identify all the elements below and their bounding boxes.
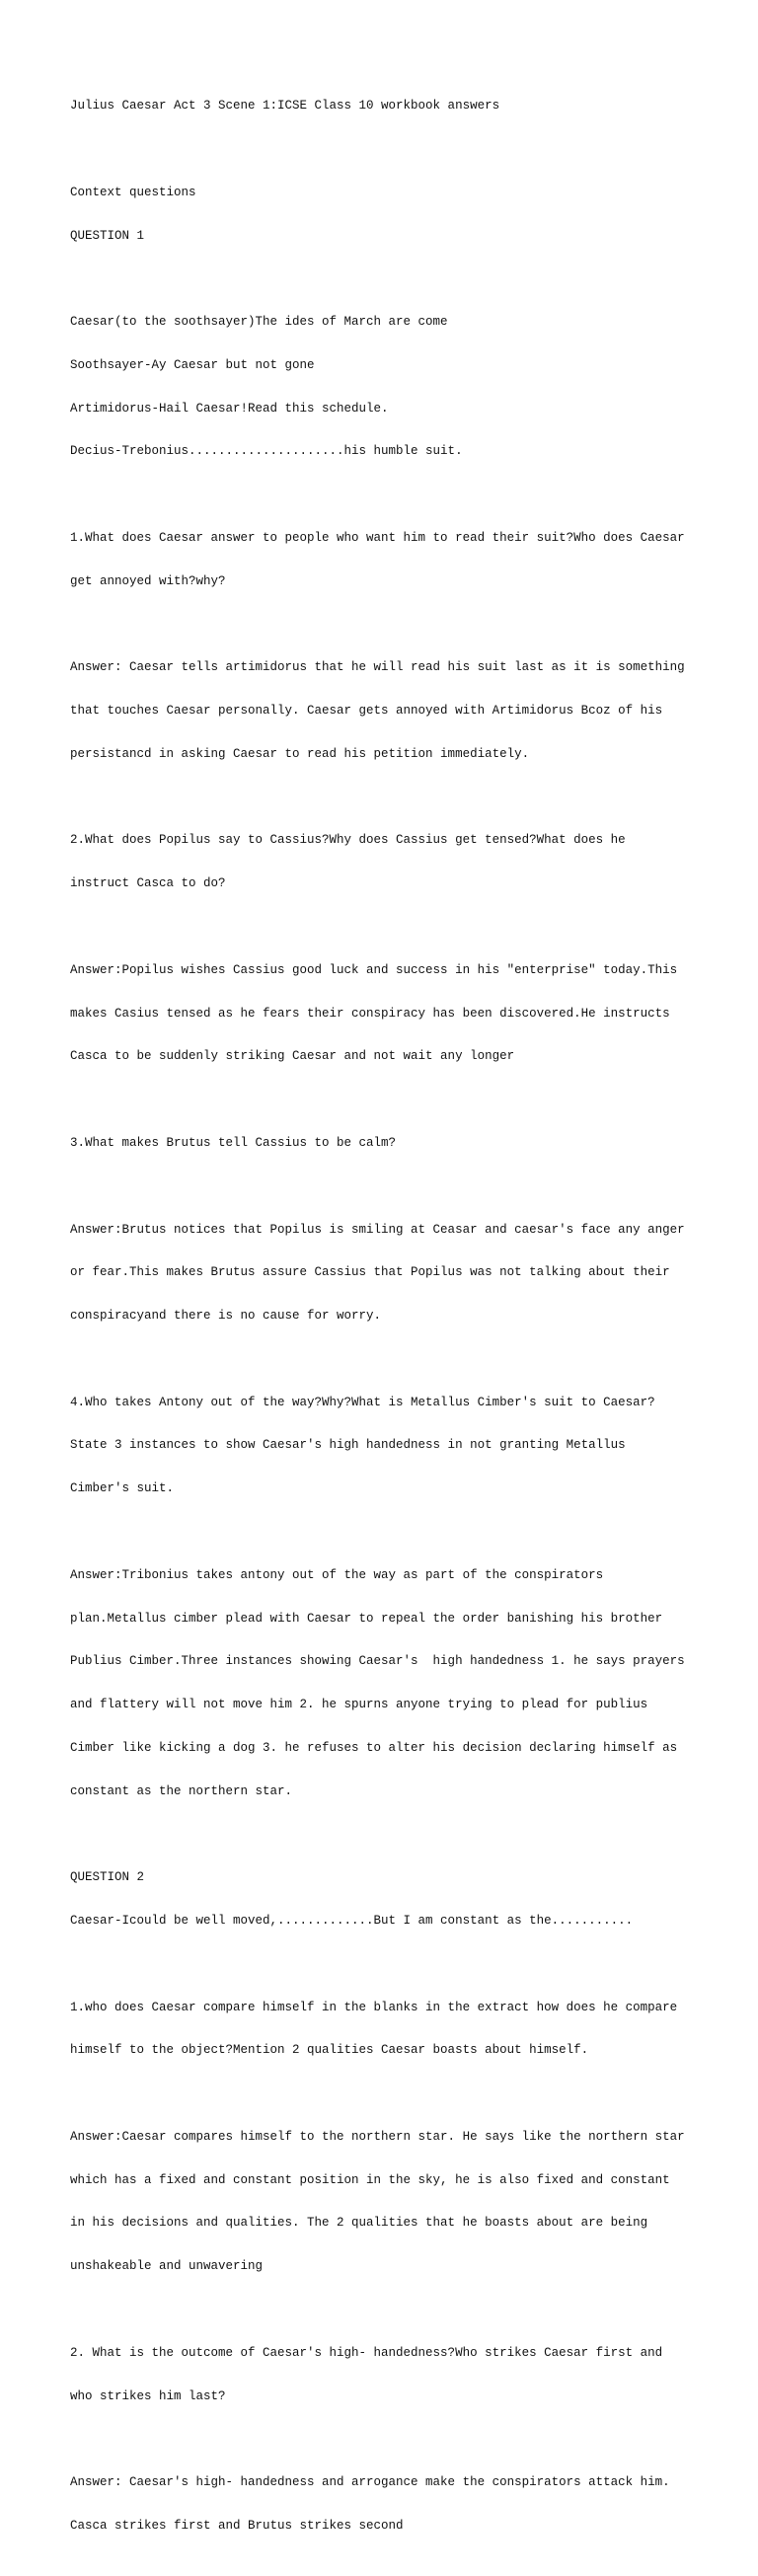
answer-line: Answer:Caesar compares himself to the northern star. He says like the northern star <box>70 2129 685 2144</box>
answer-line: which has a fixed and constant position in the sky, he is also fixed and constant <box>70 2172 670 2187</box>
section1-header <box>70 157 721 272</box>
question-line: 4.Who takes Antony out of the way?Why?What is Metallus Cimber's suit to Caesar? <box>70 1395 655 1409</box>
extract-line: Caesar(to the soothsayer)The ides of March are come <box>70 315 448 330</box>
q1-sub4-answer <box>70 1540 721 1828</box>
question-line: 2. What is the outcome of Caesar's high- handedness?Who strikes Caesar first and <box>70 2345 663 2360</box>
question-line: 3.What makes Brutus tell Cassius to be calm? <box>70 1135 397 1150</box>
extract-line: Soothsayer-Ay Caesar but not gone <box>70 357 315 372</box>
answer-line: or fear.This makes Brutus assure Cassius that Popilus was not talking about their <box>70 1265 670 1280</box>
q1-sub2-answer <box>70 935 721 1094</box>
answer-line: Answer:Brutus notices that Popilus is smiling at Ceasar and caesar's face any anger <box>70 1222 685 1237</box>
answer-line: makes Casius tensed as he fears their conspiracy has been discovered.He instructs <box>70 1006 670 1021</box>
extract-line: Decius-Trebonius.....................his humble suit. <box>70 444 463 459</box>
question-line: 1.What does Caesar answer to people who want him to read their suit?Who does Caesar <box>70 531 685 545</box>
document-title-block <box>70 70 721 142</box>
answer-line: plan.Metallus cimber plead with Caesar to repeal the order banishing his brother <box>70 1611 663 1626</box>
q1-sub3-question <box>70 1107 721 1179</box>
answer-line: persistancd in asking Caesar to read his petition immediately. <box>70 746 530 761</box>
q2-sub1-question <box>70 1971 721 2086</box>
question-2-extract: Caesar-Icould be well moved,.............But I am constant as the........... <box>70 1914 634 1928</box>
q1-sub4-question <box>70 1366 721 1525</box>
answer-line: Casca to be suddenly striking Caesar and not wait any longer <box>70 1049 515 1064</box>
q1-sub1-answer <box>70 632 721 791</box>
answer-line: constant as the northern star. <box>70 1783 293 1798</box>
question-2-label: QUESTION 2 <box>70 1870 145 1885</box>
question-line: Cimber's suit. <box>70 1481 175 1496</box>
answer-line: Cimber like kicking a dog 3. he refuses to alter his decision declaring himself as <box>70 1740 678 1755</box>
question-line: 1.who does Caesar compare himself in the blanks in the extract how does he compare <box>70 2000 678 2014</box>
q1-sub3-answer <box>70 1193 721 1352</box>
question-1-extract <box>70 286 721 488</box>
document-title: Julius Caesar Act 3 Scene 1:ICSE Class 10 workbook answers <box>70 99 500 114</box>
answer-line: and flattery will not move him 2. he spurns anyone trying to plead for publius <box>70 1698 648 1712</box>
answer-line: Answer:Tribonius takes antony out of the way as part of the conspirators <box>70 1567 604 1582</box>
q1-sub2-question <box>70 804 721 920</box>
answer-line: Answer:Popilus wishes Cassius good luck and success in his "enterprise" today.This <box>70 962 678 977</box>
q2-sub2-question <box>70 2317 721 2433</box>
answer-line: in his decisions and qualities. The 2 qualities that he boasts about are being <box>70 2216 648 2231</box>
answer-line: Publius Cimber.Three instances showing Caesar's high handedness 1. he says prayers <box>70 1654 685 1669</box>
answer-line: unshakeable and unwavering <box>70 2259 264 2274</box>
question-1-label: QUESTION 1 <box>70 228 145 243</box>
question-line: himself to the object?Mention 2 qualities Caesar boasts about himself. <box>70 2043 589 2058</box>
extract-line: Artimidorus-Hail Caesar!Read this schedule. <box>70 401 389 416</box>
section2-header <box>70 1842 721 1957</box>
answer-line: Answer: Caesar tells artimidorus that he will read his suit last as it is something <box>70 660 685 675</box>
question-line: who strikes him last? <box>70 2388 226 2403</box>
context-questions-heading: Context questions <box>70 185 196 199</box>
question-line: get annoyed with?why? <box>70 573 226 588</box>
question-line: State 3 instances to show Caesar's high handedness in not granting Metallus <box>70 1438 626 1453</box>
answer-line: Answer: Caesar's high- handedness and arrogance make the conspirators attack him. <box>70 2475 670 2490</box>
answer-line: that touches Caesar personally. Caesar gets annoyed with Artimidorus Bcoz of his <box>70 704 663 719</box>
q2-sub2-answer <box>70 2447 721 2562</box>
question-line: 2.What does Popilus say to Cassius?Why does Cassius get tensed?What does he <box>70 833 626 848</box>
q1-sub1-question <box>70 502 721 618</box>
q2-sub1-answer <box>70 2101 721 2303</box>
answer-line: Casca strikes first and Brutus strikes second <box>70 2518 404 2533</box>
question-line: instruct Casca to do? <box>70 876 226 891</box>
document-page <box>70 70 721 2576</box>
answer-line: conspiracyand there is no cause for worry. <box>70 1309 382 1324</box>
